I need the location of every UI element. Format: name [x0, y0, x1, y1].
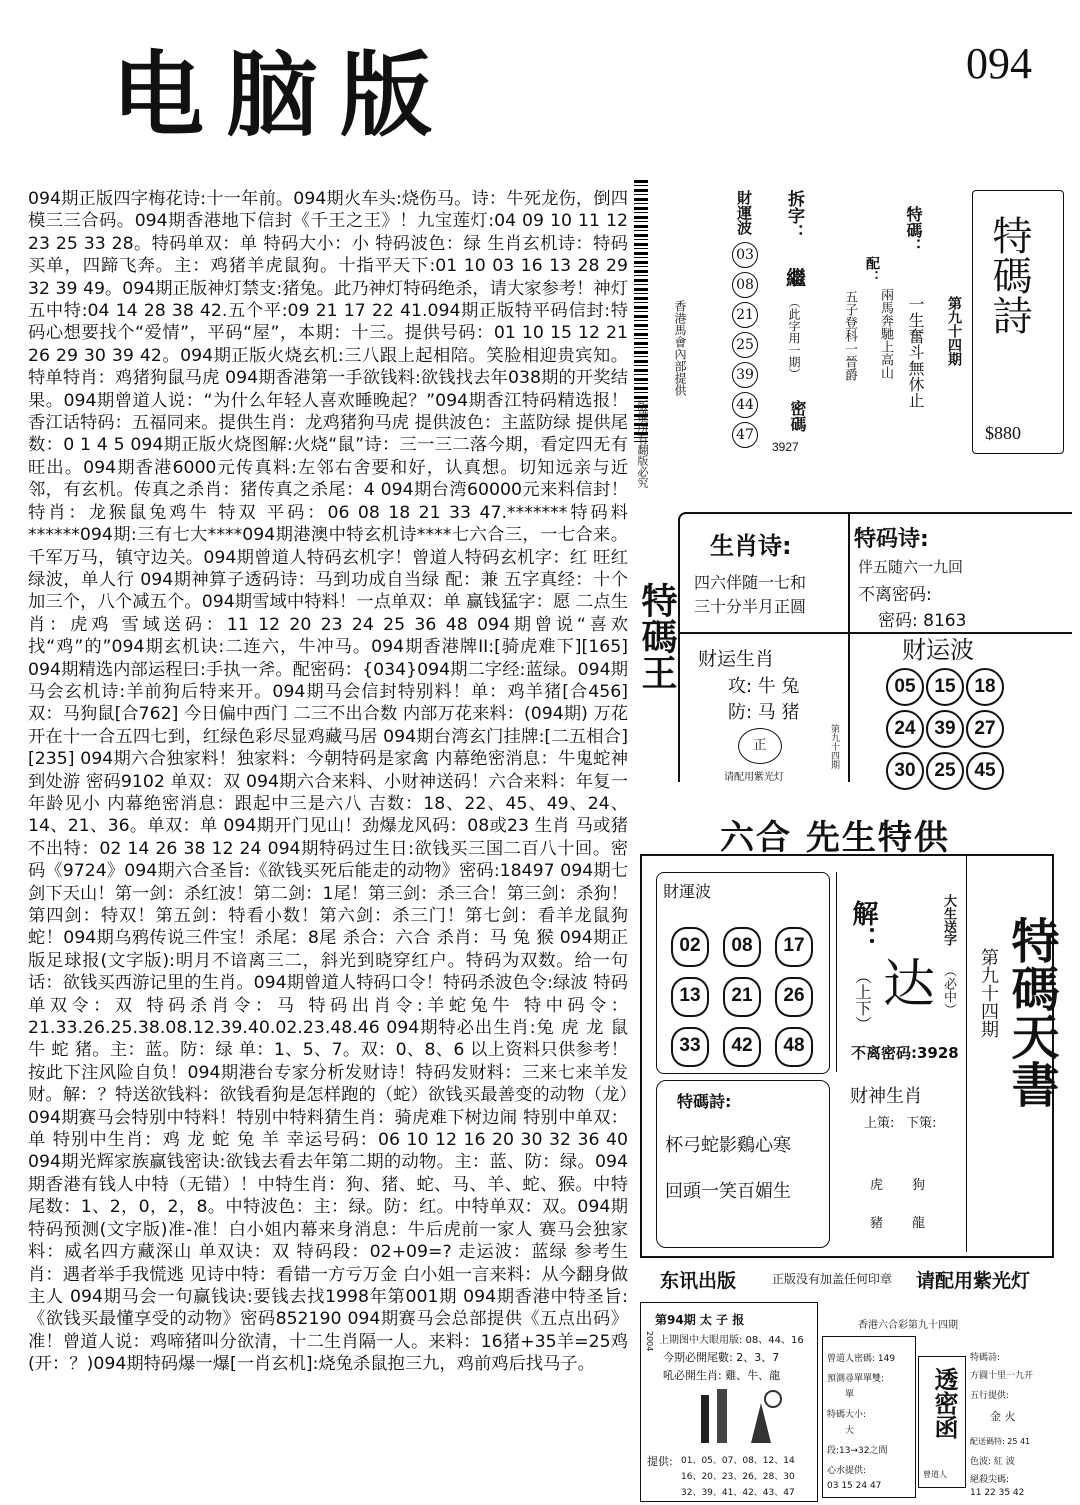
fortune-wave-label: 财运波	[902, 636, 974, 664]
wave-number: 21	[723, 977, 761, 1017]
wave-number: 02	[671, 927, 709, 967]
zodiac-poem-label: 生肖诗:	[710, 532, 792, 560]
card-poem-line-2: 回頭一笑百媚生	[665, 1181, 791, 1202]
book-title-column	[966, 856, 1059, 1252]
letter-range: 段:13→32之間	[827, 1446, 888, 1456]
banner-title: 六合 先生特供	[720, 818, 950, 858]
letter-single-val: 單	[845, 1390, 855, 1400]
split-label: 拆字：	[784, 190, 804, 241]
letter-size-label: 特碼大小:	[827, 1410, 867, 1420]
lower-zodiac-2: 龍	[912, 1216, 926, 1231]
prince-nums-3: 32、39、41、42、43、47	[681, 1488, 795, 1498]
middle-panel	[678, 512, 1072, 782]
wave-number: 25	[926, 752, 964, 790]
god-zodiac-label: 财神生肖	[850, 1086, 922, 1107]
wave-number: 45	[966, 752, 1004, 790]
lower-zodiac-1: 狗	[912, 1178, 926, 1193]
lower-secret: 不离密码:3928	[851, 1044, 959, 1062]
pair-line-1: 兩馬奔馳上高山	[878, 288, 893, 379]
code-poem-label: 特码诗:	[854, 527, 929, 552]
attack-zodiac: 攻: 牛 兔	[728, 676, 800, 697]
page-title: 电脑版	[112, 41, 455, 149]
letter-zeng: 曾道人密碼: 149	[827, 1354, 896, 1364]
poem-title: 特碼詩	[986, 215, 1032, 335]
wave-number: 13	[671, 977, 709, 1017]
wave-number: 33	[671, 1027, 709, 1067]
lower-wave-box	[656, 872, 830, 1074]
wave-number: 26	[775, 977, 813, 1017]
code-poem-line-2: 不离密码:	[858, 585, 932, 605]
stamp-seal	[738, 728, 782, 764]
secret-letter	[822, 1306, 1056, 1500]
wave-number: 05	[886, 668, 924, 706]
prince-year: 2004	[645, 1331, 654, 1352]
prince-title: 第94期 太 子 报	[655, 1313, 745, 1327]
wave-number: 30	[886, 752, 924, 790]
wave-number: 18	[966, 668, 1004, 706]
letter-kill-label: 絕殺尖碼:	[970, 1475, 1010, 1485]
provider-label: 香港馬會內部提供	[673, 300, 687, 396]
zodiac-poem-line-2: 三十分半月正圆	[694, 597, 807, 616]
pair-line-2: 五子登科一晉爵	[842, 290, 857, 381]
wave-number: 47	[732, 422, 758, 448]
letter-heart-label: 心水提供:	[827, 1466, 867, 1476]
wave-label: 財運波	[735, 190, 753, 235]
code-poem-box	[848, 514, 1072, 634]
letter-nums: 03 15 24 47	[827, 1481, 882, 1491]
book-period: 第九十四期	[978, 948, 999, 1038]
upper-label: 上策:	[864, 1116, 895, 1131]
copyright-notice: 版權所有翻版必究	[636, 400, 649, 488]
letter-single-label: 預測尋單單雙:	[827, 1374, 885, 1384]
prince-illustration	[691, 1385, 801, 1445]
side-title: 特碼王	[636, 582, 678, 690]
letter-title-box	[918, 1356, 966, 1488]
footer-note: 正版没有加盖任何印章	[772, 1272, 893, 1286]
letter-five-label: 五行提供:	[970, 1391, 1010, 1401]
letter-kill-nums: 11 22 35 42	[970, 1488, 1025, 1498]
footer-lamp: 请配用紫光灯	[916, 1270, 1031, 1292]
wave-number: 27	[966, 710, 1004, 748]
book-title: 特碼天書	[1003, 916, 1059, 1108]
stamp-text: 正	[753, 738, 767, 753]
letter-poem-label: 特碼詩:	[970, 1353, 1001, 1363]
card-poem-label: 特碼詩:	[677, 1092, 732, 1111]
letter-header: 香港六合彩第九十四期	[858, 1320, 958, 1331]
panel-divider	[848, 632, 850, 782]
letter-subtitle: 曾道人	[923, 1470, 947, 1479]
wave-number: 25	[732, 332, 758, 358]
price-label: $880	[985, 423, 1021, 443]
lower-panel	[640, 854, 1059, 1258]
letter-left-box	[822, 1336, 916, 1498]
wave-number: 24	[886, 710, 924, 748]
period-label: 第九十四期	[946, 296, 962, 366]
wave-number: 15	[926, 668, 964, 706]
publisher-label: 东讯出版	[660, 1270, 737, 1292]
prince-report	[640, 1302, 818, 1502]
defend-zodiac: 防: 马 猪	[728, 702, 800, 723]
special-label: 特碼：	[904, 206, 923, 254]
solve-note: （上下）	[853, 968, 872, 1032]
lower-wave-label: 財運波	[663, 882, 712, 901]
wave-number: 44	[732, 392, 758, 418]
letter-right-col	[968, 1336, 1056, 1496]
gift-label: 大生送字	[941, 894, 956, 946]
wave-number: 21	[732, 302, 758, 328]
prince-line-3: 吼必開生肖: 雞、牛、龍	[663, 1369, 781, 1382]
code-poem-card	[656, 1080, 830, 1248]
poem-title-box	[972, 190, 1064, 454]
zodiac-poem-box	[680, 514, 850, 634]
letter-title: 透密函	[930, 1367, 959, 1439]
wave-number: 08	[732, 272, 758, 298]
card-poem-line-1: 杯弓蛇影鷄心寒	[665, 1135, 791, 1156]
zodiac-poem-line-1: 四六伴随一七和	[694, 573, 807, 592]
letter-size-val: 大	[845, 1426, 855, 1436]
secret-number: 3927	[772, 440, 799, 454]
wave-number: 39	[926, 710, 964, 748]
prince-nums-2: 16、20、23、26、28、30	[681, 1472, 795, 1482]
wave-number: 39	[732, 362, 758, 388]
upper-zodiac-2: 豬	[870, 1216, 884, 1231]
upper-zodiac-1: 虎	[870, 1178, 884, 1193]
letter-num-label: 配送碼特: 25 41	[970, 1437, 1031, 1446]
main-text-block: 094期正版四字梅花诗:十一年前。094期火车头:烧伤马。诗：牛死龙伤，倒四模三三合码。094期香港地下信封《千王之王》！九宝莲灯:04 09 10 11 12 23 25 33 28。特码单双：单 特码大小：小 特码波色：绿 生肖玄机诗：特码买单，四蹄飞奔。主：鸡猪羊虎鼠狗。十指平天下:01 10 03 16 13 28 29 32 39 49。094期正版神灯禁支:猪兔。此乃神灯特码绝杀，请大家参考！神灯五中特:04 14 28 38 42.五个平:09 21 17 22 41.094期正版特平码信封:特码心想要找个“爱情”，平码“屋”，本期：十三。提供号码：01 10 15 12 21 26 29 30 39 42。094期正版火烧玄机:三八跟上起相陪。笑脸相迎贵宾知。特单特肖：鸡猪狗鼠马虎 094期香港第一手欲钱料:欲钱找去年038期的开奖结果。094期曾道人说：“为什么年轻人喜欢睡晚起？”094期香江特码精选报！香江话特码：五福同来。提供生肖：龙鸡猪狗马虎 提供波色：主蓝防绿 提供尾数：0 1 4 5 094期正版火烧图解:火烧“鼠”诗：三一三二落今期，看定四无有旺出。094期香港6000元传真料:左邻右舍要和好，认真想。切知远亲与近邻，有玄机。传真之杀肖：猪传真之杀尾：4 094期台湾60000元来料信封！特肖：龙猴鼠兔鸡牛 特双 平码：06 08 18 21 33 47.*******特码料******094期:三有七大****094期港澳中特玄机诗****七六合三，一七合来。千军万马，镇守边关。094期曾道人特码玄机字！曾道人特码玄机字：红 旺红绿波，单人行 094期神算子透码诗：马到功成自当绿 配：兼 五字真经：十个加三个，八个减五个。094期雪域中特料！一点单双：单 赢钱猛字：愿 二点生肖：虎鸡 雪域送码：11 12 20 23 24 25 36 48 094期曾说“喜欢找“鸡”的”094期玄机诀:二连六，牛冲马。094期香港牌II:[骑虎难下][165] 094期精选内部运程曰:手执一斧。配密码：{034}094期二字经:蓝绿。094期马会玄机诗:羊前狗后特来开。094期马会信封特别料！单：鸡羊猪[合456] 双：马狗鼠[合762] 今日偏中西门 二三不出合数 内部万花来料：(094期) 万花开在十一合五四七到，红绿色彩尽显鸡藏马居 094期台湾玄门挂牌:[二五相合][235] 094期六合独家料！独家料：今朝特码是家禽 内幕绝密消息：牛鬼蛇神到处游 密码9102 单双：双 094期六合来料、小财神送码！六合来料：年复一年龄见小 内幕绝密消息：跟起中三是六八 吉数：18、22、45、49、24、14、21、36。单双：单 094期开门见山！劲爆龙风码：08或23 生肖 马或猪 不出特：02 14 26 38 12 24 094期特码过生日:欲钱买三国二百八十回。密码《9724》094期六合圣旨:《欲钱买死后能走的动物》密码:18497 094期七剑下天山！第一剑：杀红波！第二剑：1尾！第三剑：杀三合！第三剑：杀狗！第四剑：特双！第五剑：特看小数！第六剑：杀三门！第七剑：看羊龙鼠狗蛇！094期乌鸦传说三件宝！杀尾：8尾 杀合：六合 杀肖：马 兔 猴 094期正版足球报(文字版):明月不谙离三二，斜光到晓穿红户。特码为双数。给一句话：欲钱买西游记里的生肖。094期曾道人特码口令！特码杀波色令:绿波 特码单双令：双 特码杀肖令：马 特码出肖令:羊蛇兔牛 特中码令：21.33.26.25.38.08.12.39.40.02.23.48.46 094期特必出生肖:兔 虎 龙 鼠 牛 蛇 猪。主：蓝。防：绿 单：1、5、7。双：0、8、6 以上资料只供参考！按此下注风险自负！094期港台专家分析发财诗！特码发财料：三来七来羊发财。解：？特送欲钱料：欲钱看狗是怎样跑的（蛇）欲钱买最善变的动物（龙）094期赛马会特别中特料！特别中特料猜生肖：骑虎难下树边闹 特别中单双：单 特别中生肖：鸡 龙 蛇 兔 羊 幸运号码：06 10 12 16 20 30 32 36 40 094期光辉家族赢钱密诀:欲钱去看去年第二期的动物。主：蓝、防：绿。094期香港有钱人中特（无错）！中特生肖：狗、猪、蛇、马、羊、蛇、猴。中特尾数：1、2，0，2，8。中特波色：主：绿。防：红。中特单双：双。094期特码预测(文字版)准-准！白小姐内幕来身消息：牛后虎前一家人 赛马会独家料：威名四方藏深山 单双诀：双 特码段：02+09=? 走运波：蓝绿 参考生肖：遇者举手我慌逃 见诗中特：看错一方亏万金 白小姐一言来料：从今翻身做主人 094期马会一句赢钱诀:要钱去找1998年第001期 094期香港中特圣旨:《欲钱买最懂享受的动物》密码852190 094期赛马会总部提供《五点出码》准！曾道人说：鸡啼猪叫分欲清，十二生肖隔一人。来料：16猪+35羊=25鸡(开：？)094期特码爆一爆[一肖玄机]:烧兔杀鼠抱三九，鸡前鸡后找马子。	[28, 189, 628, 1375]
gift-note: （必中）	[941, 964, 956, 1016]
solve-box	[836, 872, 961, 1072]
issue-number: 094	[966, 39, 1032, 88]
wave-number: 42	[723, 1027, 761, 1067]
code-poem-line-3: 密码: 8163	[878, 611, 967, 631]
fortune-zodiac-label: 财运生肖	[698, 648, 775, 670]
prince-provide-label: 提供:	[647, 1455, 673, 1468]
letter-poem: 方圓十里一九开	[970, 1371, 1034, 1381]
fortune-wave-grid	[886, 668, 1010, 790]
pair-label: 配：	[864, 256, 880, 284]
prince-line-1: 上期图中大眼用版: 08、44、16	[659, 1335, 804, 1346]
code-poem-line-1: 伴五随六一九回	[858, 558, 964, 576]
lower-wave-grid	[671, 927, 827, 1067]
wave-number: 48	[775, 1027, 813, 1067]
prince-line-2: 今期必開尾數: 2、3、7	[663, 1351, 780, 1364]
solve-char: 达	[883, 955, 936, 1015]
prince-nums-1: 01、05、07、08、12、14	[681, 1456, 795, 1466]
wave-number: 17	[775, 927, 813, 967]
special-text: 一生奮斗無休止	[906, 296, 925, 408]
lamp-note: 请配用紫光灯	[724, 772, 784, 783]
letter-five-val: 金 火	[990, 1410, 1016, 1423]
split-note: （此字用一期）	[787, 296, 801, 380]
secret-label: 密碼	[788, 400, 807, 432]
period-small: 第九十四期	[829, 724, 839, 769]
letter-color: 色波: 紅 波	[970, 1457, 1015, 1467]
wave-number-list	[732, 240, 760, 450]
split-char: 繼	[786, 266, 806, 290]
wave-number: 03	[732, 242, 758, 268]
wave-number: 08	[723, 927, 761, 967]
lower-label: 下策:	[906, 1116, 937, 1131]
solve-label: 解：	[848, 900, 878, 952]
